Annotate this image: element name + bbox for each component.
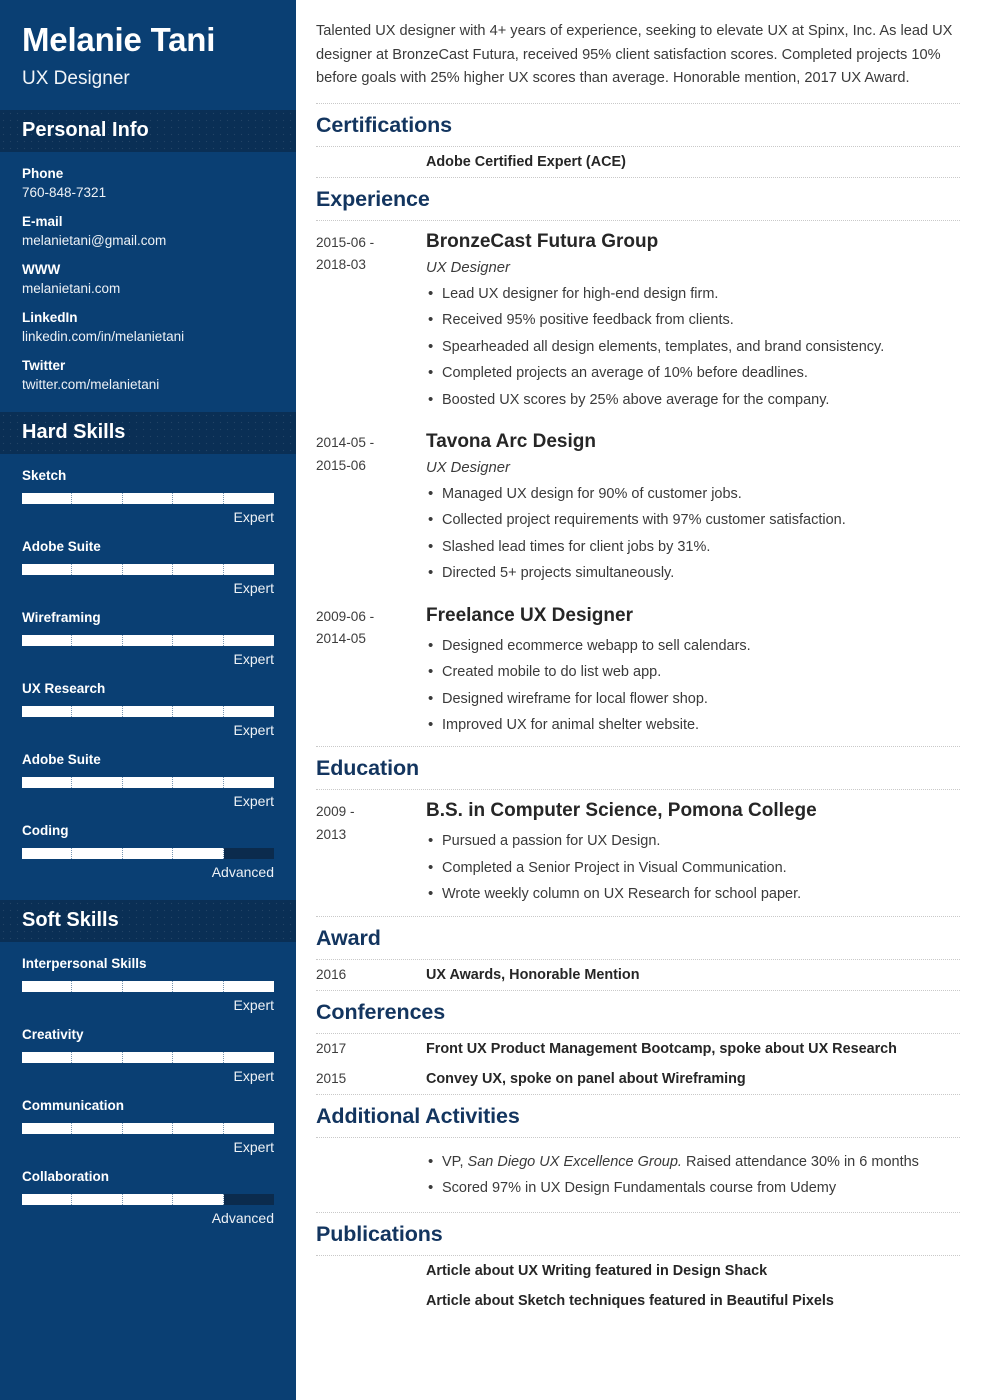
candidate-job-title: UX Designer <box>22 67 130 89</box>
personal-info-label: WWW <box>22 261 61 277</box>
personal-info-value[interactable]: 760-848-7321 <box>22 184 107 200</box>
skill-name: Collaboration <box>22 1168 109 1184</box>
award-list <box>316 960 960 990</box>
skill-name: Wireframing <box>22 609 101 625</box>
entry-date-start: 2009 - <box>316 804 355 820</box>
skill-level-label: Expert <box>233 579 274 596</box>
publications-list <box>316 1256 960 1316</box>
skill-name: Creativity <box>22 1026 84 1042</box>
entry-body <box>426 604 960 741</box>
bullet-item: • Created mobile to do list web app. <box>426 661 960 684</box>
entry-body <box>426 230 960 415</box>
section-title-experience: Experience <box>316 186 430 211</box>
section-title-award: Award <box>316 925 381 950</box>
personal-info-value[interactable]: melanietani@gmail.com <box>22 232 167 248</box>
section-title-education: Education <box>316 756 420 781</box>
skill-bar <box>22 493 274 504</box>
additional-activities-list <box>316 1138 960 1212</box>
list-item <box>316 1286 960 1316</box>
skill-bar <box>22 1052 274 1063</box>
skill-bar-fill <box>22 1052 274 1063</box>
bullet-item: • Received 95% positive feedback from clients. <box>426 309 960 332</box>
personal-info-item <box>22 310 274 344</box>
entry-date-end: 2014-05 <box>316 631 366 647</box>
bullet-item: • Slashed lead times for client jobs by 31%. <box>426 536 960 559</box>
entry-text: Adobe Certified Expert (ACE) <box>426 153 626 170</box>
personal-info-label: Phone <box>22 165 64 181</box>
skill-item <box>22 956 274 1013</box>
experience-entry <box>316 221 960 421</box>
entry-date-start: 2014-05 - <box>316 435 375 451</box>
skill-name: Coding <box>22 822 69 838</box>
bullet-item: • Directed 5+ projects simultaneously. <box>426 562 960 585</box>
skill-name: Sketch <box>22 467 67 483</box>
education-list <box>316 790 960 915</box>
skill-level-label: Expert <box>233 1067 274 1084</box>
conferences-list <box>316 1034 960 1094</box>
skill-bar <box>22 981 274 992</box>
professional-summary: Talented UX designer with 4+ years of experience, seeking to elevate UX at Spinx, Inc. As lead UX designer at BronzeCast Futura, received 95% client satisfaction scores. Completed projects 10% before goals with 25% higher UX scores than average. Honorable mention, 2017 UX Award. <box>316 23 953 87</box>
list-item <box>316 147 960 177</box>
skill-bar <box>22 777 274 788</box>
personal-info-value[interactable]: twitter.com/melanietani <box>22 376 160 392</box>
skill-level-label: Expert <box>233 1138 274 1155</box>
entry-date <box>316 604 426 741</box>
entry-text: Article about UX Writing featured in Design Shack <box>426 1262 768 1279</box>
skill-bar-fill <box>22 981 274 992</box>
entry-date <box>316 1293 426 1309</box>
candidate-name: Melanie Tani <box>22 21 216 58</box>
bullet-item: • Designed wireframe for local flower shop. <box>426 688 960 711</box>
bullet-item: • Designed ecommerce webapp to sell calendars. <box>426 635 960 658</box>
skill-bar <box>22 1194 274 1205</box>
skill-level-label: Expert <box>233 996 274 1013</box>
sidebar-section-header-personal-info: Personal Info <box>0 110 296 152</box>
bullet-item: • Wrote weekly column on UX Research for school paper. <box>426 883 960 906</box>
skill-bar-fill <box>22 777 274 788</box>
personal-info-list <box>0 152 296 412</box>
skill-bar-fill <box>22 1194 224 1205</box>
bullet-item: • Spearheaded all design elements, templates, and brand consistency. <box>426 336 960 359</box>
section-title-certifications: Certifications <box>316 112 452 137</box>
skill-bar <box>22 635 274 646</box>
entry-bullets <box>426 830 960 906</box>
personal-info-label: LinkedIn <box>22 309 78 325</box>
skill-item <box>22 1098 274 1155</box>
entry-bullets <box>426 283 960 412</box>
skill-item <box>22 1169 274 1226</box>
skill-bar-fill <box>22 493 274 504</box>
skill-bar <box>22 848 274 859</box>
entry-subtitle: UX Designer <box>426 459 510 476</box>
entry-body <box>426 799 960 909</box>
skill-level-label: Expert <box>233 508 274 525</box>
bullet-item: • Completed a Senior Project in Visual Communication. <box>426 857 960 880</box>
sidebar-section-header-hard-skills: Hard Skills <box>0 412 296 454</box>
experience-list <box>316 221 960 747</box>
entry-date: 2017 <box>316 1040 347 1056</box>
entry-bullets <box>426 483 960 586</box>
section-title-additional-activities: Additional Activities <box>316 1103 520 1128</box>
skill-bar-fill <box>22 635 274 646</box>
skill-name: Adobe Suite <box>22 751 101 767</box>
identity-block <box>0 0 296 110</box>
list-item <box>316 960 960 990</box>
section-title-publications: Publications <box>316 1221 443 1246</box>
skill-bar-fill <box>22 848 224 859</box>
skill-name: Communication <box>22 1097 125 1113</box>
bullet-item: • Lead UX designer for high-end design firm. <box>426 283 960 306</box>
skill-item <box>22 539 274 596</box>
skill-item <box>22 681 274 738</box>
skill-level-label: Advanced <box>211 863 274 880</box>
bullet-item: • VP, San Diego UX Excellence Group. Raised attendance 30% in 6 months <box>426 1151 960 1174</box>
entry-body <box>426 430 960 589</box>
bullet-item: • Managed UX design for 90% of customer jobs. <box>426 483 960 506</box>
skill-bar-tick <box>224 1194 274 1205</box>
entry-date-end: 2015-06 <box>316 457 366 473</box>
skill-level-label: Expert <box>233 792 274 809</box>
main-content <box>296 0 990 1400</box>
entry-date <box>316 799 426 909</box>
personal-info-label: E-mail <box>22 213 63 229</box>
personal-info-label: Twitter <box>22 357 66 373</box>
skill-item <box>22 1027 274 1084</box>
entry-date-end: 2018-03 <box>316 257 366 273</box>
entry-text: Article about Sketch techniques featured in Beautiful Pixels <box>426 1292 834 1309</box>
entry-date <box>316 230 426 415</box>
experience-entry <box>316 421 960 595</box>
hard-skills-list <box>0 454 296 900</box>
soft-skills-list <box>0 942 296 1246</box>
skill-bar <box>22 706 274 717</box>
entry-date <box>316 1263 426 1279</box>
bullet-item: • Improved UX for animal shelter website. <box>426 714 960 737</box>
entry-title: Tavona Arc Design <box>426 431 596 453</box>
entry-date: 2015 <box>316 1070 347 1086</box>
entry-date-start: 2009-06 - <box>316 608 375 624</box>
personal-info-item <box>22 214 274 248</box>
list-item <box>316 1034 960 1064</box>
experience-entry <box>316 595 960 747</box>
skill-bar-fill <box>22 706 274 717</box>
skill-name: UX Research <box>22 680 106 696</box>
personal-info-value[interactable]: linkedin.com/in/melanietani <box>22 328 185 344</box>
entry-text: UX Awards, Honorable Mention <box>426 966 640 983</box>
personal-info-item <box>22 166 274 200</box>
entry-text: Front UX Product Management Bootcamp, spoke about UX Research <box>426 1040 897 1057</box>
list-item <box>316 1064 960 1094</box>
entry-bullets <box>426 635 960 738</box>
additional-activities-bullets <box>426 1151 960 1201</box>
bullet-item: • Scored 97% in UX Design Fundamentals course from Udemy <box>426 1177 960 1200</box>
entry-date <box>316 430 426 589</box>
personal-info-item <box>22 358 274 392</box>
bullet-item: • Pursued a passion for UX Design. <box>426 830 960 853</box>
entry-title: Freelance UX Designer <box>426 604 633 626</box>
bullet-emphasis: San Diego UX Excellence Group. <box>467 1153 682 1170</box>
entry-text: Convey UX, spoke on panel about Wireframing <box>426 1070 746 1087</box>
skill-item <box>22 468 274 525</box>
entry-date-end: 2013 <box>316 826 347 842</box>
entry-date: 2016 <box>316 966 347 982</box>
bullet-item: • Collected project requirements with 97% customer satisfaction. <box>426 509 960 532</box>
personal-info-value[interactable]: melanietani.com <box>22 280 121 296</box>
personal-info-item <box>22 262 274 296</box>
entry-title: BronzeCast Futura Group <box>426 230 659 252</box>
experience-entry <box>316 790 960 915</box>
entry-subtitle: UX Designer <box>426 259 510 276</box>
entry-date <box>316 154 426 170</box>
entry-date-start: 2015-06 - <box>316 234 375 250</box>
skill-bar-fill <box>22 564 274 575</box>
skill-item <box>22 610 274 667</box>
skill-bar <box>22 1123 274 1134</box>
certifications-list <box>316 147 960 177</box>
sidebar <box>0 0 296 1400</box>
list-item <box>316 1256 960 1286</box>
skill-bar <box>22 564 274 575</box>
skill-level-label: Advanced <box>211 1209 274 1226</box>
skill-bar-tick <box>224 848 274 859</box>
sidebar-section-header-soft-skills: Soft Skills <box>0 900 296 942</box>
skill-level-label: Expert <box>233 721 274 738</box>
skill-item <box>22 823 274 880</box>
section-title-conferences: Conferences <box>316 999 446 1024</box>
skill-level-label: Expert <box>233 650 274 667</box>
entry-title: B.S. in Computer Science, Pomona College <box>426 800 817 822</box>
bullet-item: • Completed projects an average of 10% before deadlines. <box>426 362 960 385</box>
bullet-item: • Boosted UX scores by 25% above average for the company. <box>426 389 960 412</box>
skill-name: Adobe Suite <box>22 538 101 554</box>
skill-item <box>22 752 274 809</box>
skill-name: Interpersonal Skills <box>22 955 147 971</box>
skill-bar-fill <box>22 1123 274 1134</box>
